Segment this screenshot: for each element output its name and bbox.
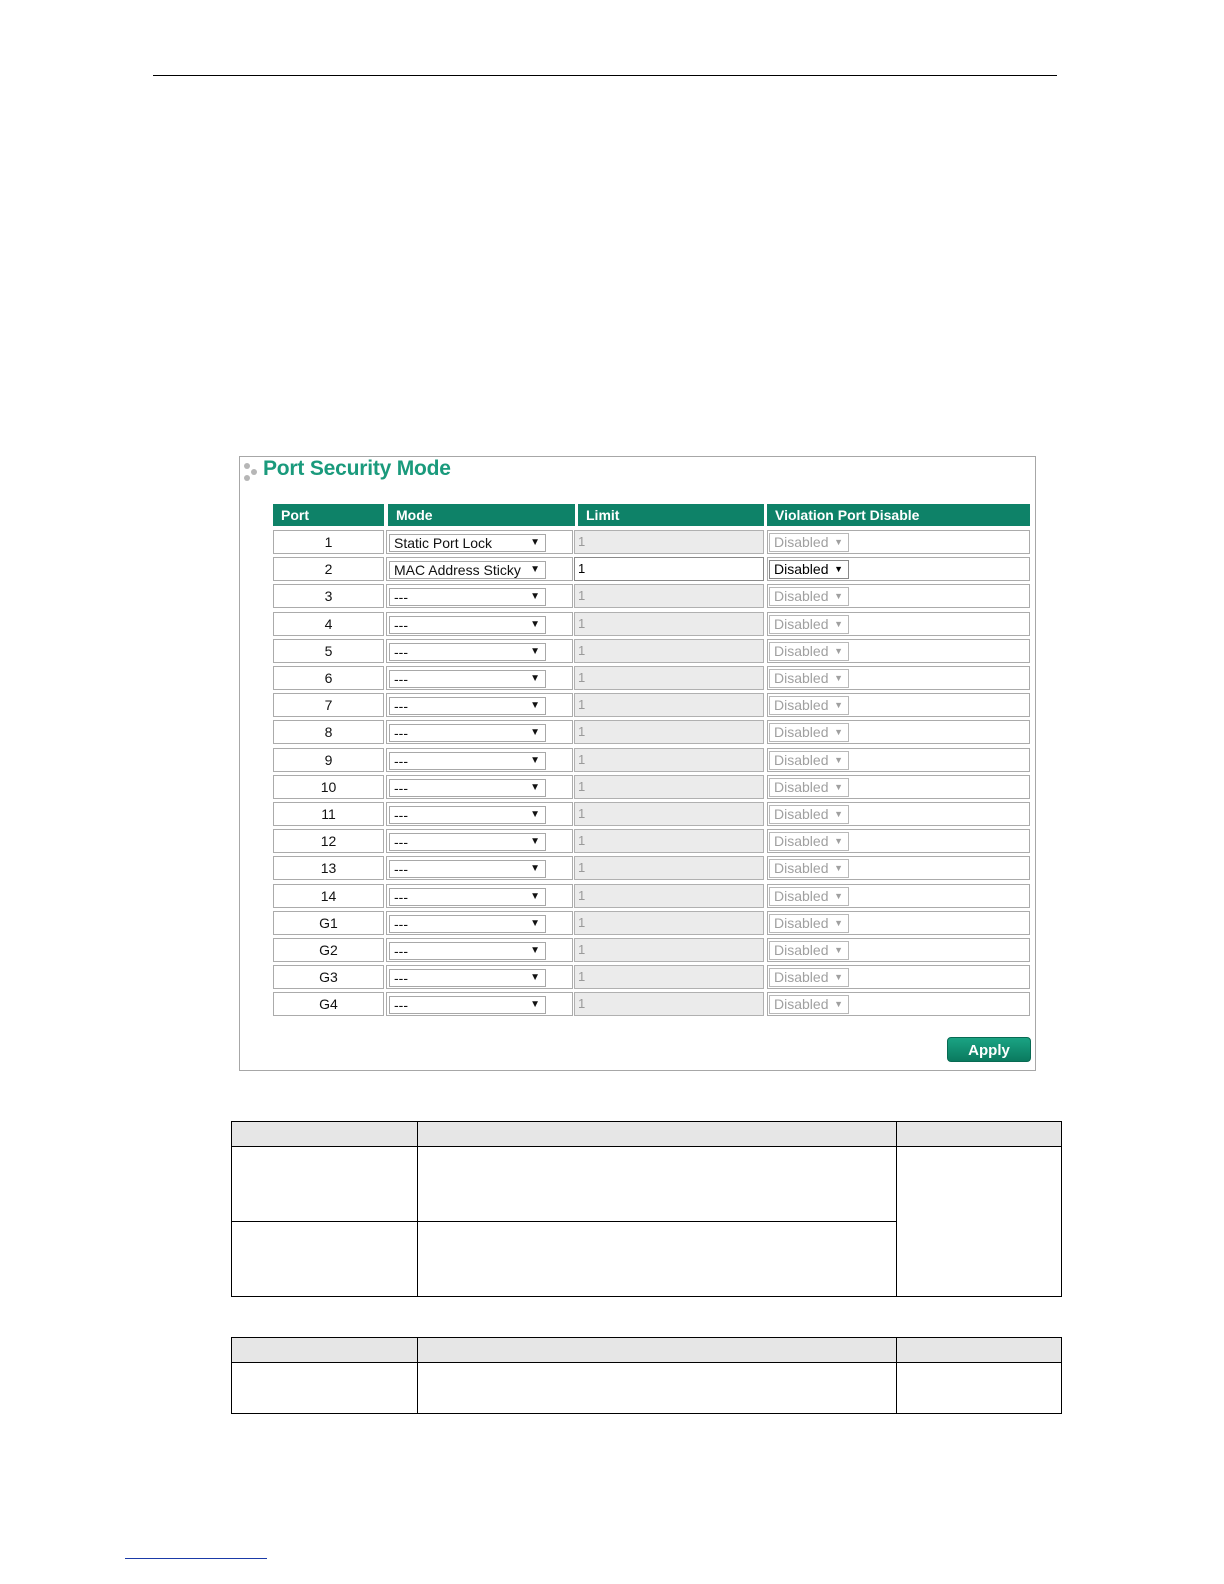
limit-input[interactable]: 1 (574, 911, 764, 935)
limit-cell (576, 693, 764, 717)
violation-select[interactable] (769, 751, 849, 770)
violation-value: Disabled (774, 615, 829, 632)
mode-select[interactable] (389, 969, 546, 987)
violation-value: Disabled (774, 942, 829, 958)
header-rule (153, 75, 1057, 76)
violation-value: Disabled (774, 996, 829, 1013)
port-cell: 12 (273, 829, 384, 853)
violation-value: Disabled (774, 670, 829, 686)
violation-select[interactable] (769, 832, 849, 851)
mode-select[interactable] (389, 806, 546, 824)
port-cell: G4 (273, 992, 384, 1016)
violation-cell (767, 965, 1030, 989)
chevron-down-icon: ▼ (834, 781, 843, 792)
mode-cell (386, 802, 573, 826)
column-header-mode: Mode (388, 504, 575, 526)
violation-select[interactable] (769, 533, 849, 552)
limit-input[interactable]: 1 (574, 557, 764, 581)
limit-input[interactable]: 1 (574, 856, 764, 880)
mode-value: --- (394, 834, 408, 851)
chevron-down-icon: ▼ (530, 727, 540, 739)
chevron-down-icon: ▼ (530, 836, 540, 848)
chevron-down-icon: ▼ (834, 917, 843, 928)
column-header-port: Port (273, 504, 384, 526)
violation-cell (767, 530, 1030, 554)
violation-value: Disabled (774, 914, 829, 931)
violation-cell (767, 666, 1030, 690)
violation-select[interactable] (769, 723, 849, 742)
limit-cell (576, 720, 764, 744)
chevron-down-icon: ▼ (834, 673, 843, 683)
column-header-violation: Violation Port Disable (767, 504, 1030, 526)
violation-cell (767, 829, 1030, 853)
chevron-down-icon: ▼ (834, 945, 843, 955)
chevron-down-icon: ▼ (530, 917, 540, 929)
chevron-down-icon: ▼ (834, 754, 843, 765)
port-security-panel (239, 456, 1036, 1071)
violation-value: Disabled (774, 697, 829, 714)
port-cell: 10 (273, 775, 384, 799)
violation-cell (767, 639, 1030, 663)
mode-cell (386, 720, 573, 744)
limit-cell (576, 557, 764, 581)
violation-select[interactable] (769, 587, 849, 606)
port-cell: 1 (273, 530, 384, 554)
mode-cell (386, 884, 573, 908)
port-cell: G2 (273, 938, 384, 962)
mode-value: --- (394, 643, 408, 660)
violation-cell (767, 584, 1030, 608)
chevron-down-icon: ▼ (530, 564, 540, 576)
port-cell: G1 (273, 911, 384, 935)
mode-cell (386, 612, 573, 636)
violation-select[interactable] (769, 642, 849, 661)
mode-cell (386, 530, 573, 554)
port-cell: 14 (273, 884, 384, 908)
violation-cell (767, 856, 1030, 880)
violation-cell (767, 884, 1030, 908)
chevron-down-icon: ▼ (834, 972, 843, 983)
violation-value: Disabled (774, 833, 829, 850)
chevron-down-icon: ▼ (834, 645, 843, 656)
chevron-down-icon: ▼ (834, 618, 843, 629)
violation-value: Disabled (774, 724, 829, 741)
limit-input[interactable]: 1 (574, 720, 764, 744)
port-cell: 9 (273, 748, 384, 772)
settings-table-2 (231, 1337, 1062, 1414)
violation-value: Disabled (774, 860, 829, 877)
port-cell: 11 (273, 802, 384, 826)
limit-input[interactable]: 1 (574, 748, 764, 772)
limit-input[interactable]: 1 (574, 775, 764, 799)
violation-cell (767, 720, 1030, 744)
violation-value: Disabled (774, 806, 829, 822)
mode-select[interactable] (389, 670, 546, 688)
limit-cell (576, 639, 764, 663)
chevron-down-icon: ▼ (834, 537, 843, 547)
chevron-down-icon: ▼ (530, 700, 540, 712)
chevron-down-icon: ▼ (530, 754, 540, 766)
mode-cell (386, 666, 573, 690)
violation-select[interactable] (769, 968, 849, 987)
violation-cell (767, 693, 1030, 717)
mode-select[interactable] (389, 616, 546, 634)
limit-cell (576, 884, 764, 908)
violation-select[interactable] (769, 560, 849, 579)
mode-select[interactable] (389, 996, 546, 1014)
violation-cell (767, 911, 1030, 935)
limit-cell (576, 856, 764, 880)
mode-value: --- (394, 589, 408, 606)
column-header-limit: Limit (578, 504, 764, 526)
violation-select[interactable] (769, 778, 849, 797)
chevron-down-icon: ▼ (834, 890, 843, 901)
mode-cell (386, 992, 573, 1016)
chevron-down-icon: ▼ (530, 945, 540, 956)
limit-cell (576, 965, 764, 989)
mode-value: --- (394, 779, 408, 796)
chevron-down-icon: ▼ (834, 863, 843, 874)
limit-input[interactable]: 1 (574, 584, 764, 608)
chevron-down-icon: ▼ (530, 673, 540, 684)
limit-input[interactable]: 1 (574, 965, 764, 989)
violation-cell (767, 938, 1030, 962)
mode-select[interactable] (389, 752, 546, 770)
violation-value: Disabled (774, 588, 829, 605)
mode-value: --- (394, 861, 408, 878)
violation-select[interactable] (769, 696, 849, 715)
port-cell: 8 (273, 720, 384, 744)
violation-cell (767, 802, 1030, 826)
limit-cell (576, 612, 764, 636)
limit-input[interactable]: 1 (574, 530, 764, 554)
port-cell: 7 (273, 693, 384, 717)
port-cell: 3 (273, 584, 384, 608)
limit-input[interactable]: 1 (574, 829, 764, 853)
mode-value: --- (394, 725, 408, 742)
port-cell: 13 (273, 856, 384, 880)
footer-link-rule (125, 1558, 267, 1559)
settings-table-1 (231, 1121, 1062, 1297)
mode-select[interactable] (389, 833, 546, 851)
mode-select[interactable] (389, 888, 546, 906)
mode-select[interactable] (389, 860, 546, 878)
chevron-down-icon: ▼ (530, 890, 540, 902)
limit-cell (576, 802, 764, 826)
chevron-down-icon: ▼ (834, 836, 843, 847)
mode-cell (386, 775, 573, 799)
chevron-down-icon: ▼ (834, 999, 843, 1010)
chevron-down-icon: ▼ (834, 564, 843, 575)
limit-cell (576, 938, 764, 962)
port-cell: 5 (273, 639, 384, 663)
mode-cell (386, 829, 573, 853)
chevron-down-icon: ▼ (530, 537, 540, 548)
chevron-down-icon: ▼ (530, 618, 540, 630)
limit-input[interactable]: 1 (574, 992, 764, 1016)
limit-input[interactable]: 1 (574, 884, 764, 908)
limit-cell (576, 666, 764, 690)
mode-select[interactable] (389, 588, 546, 606)
violation-select[interactable] (769, 805, 849, 824)
mode-select[interactable] (389, 697, 546, 715)
violation-value: Disabled (774, 751, 829, 768)
violation-select[interactable] (769, 887, 849, 906)
violation-cell (767, 775, 1030, 799)
mode-cell (386, 639, 573, 663)
bullet-dots-icon (242, 462, 262, 482)
mode-cell (386, 938, 573, 962)
mode-cell (386, 693, 573, 717)
limit-cell (576, 829, 764, 853)
limit-cell (576, 911, 764, 935)
mode-value: --- (394, 752, 408, 769)
limit-input[interactable]: 1 (574, 938, 764, 962)
mode-value: --- (394, 616, 408, 633)
chevron-down-icon: ▼ (834, 727, 843, 738)
limit-cell (576, 584, 764, 608)
violation-select[interactable] (769, 995, 849, 1014)
mode-select[interactable] (389, 534, 546, 552)
violation-value: Disabled (774, 561, 829, 578)
chevron-down-icon: ▼ (834, 591, 843, 602)
mode-select[interactable] (389, 724, 546, 742)
port-cell: G3 (273, 965, 384, 989)
limit-cell (576, 748, 764, 772)
limit-input[interactable]: 1 (574, 612, 764, 636)
chevron-down-icon: ▼ (530, 972, 540, 984)
limit-input[interactable]: 1 (574, 693, 764, 717)
violation-value: Disabled (774, 534, 829, 550)
mode-value: --- (394, 997, 408, 1014)
violation-value: Disabled (774, 969, 829, 986)
mode-value: --- (394, 807, 408, 823)
mode-value: --- (394, 915, 408, 932)
mode-value: --- (394, 970, 408, 987)
violation-value: Disabled (774, 778, 829, 795)
violation-cell (767, 557, 1030, 581)
violation-cell (767, 992, 1030, 1016)
chevron-down-icon: ▼ (530, 645, 540, 657)
limit-cell (576, 775, 764, 799)
mode-select[interactable] (389, 915, 546, 933)
violation-select[interactable] (769, 669, 849, 688)
mode-value: --- (394, 943, 408, 959)
chevron-down-icon: ▼ (530, 591, 540, 603)
apply-button[interactable]: Apply (947, 1037, 1031, 1062)
mode-select[interactable] (389, 643, 546, 661)
port-cell: 2 (273, 557, 384, 581)
mode-cell (386, 965, 573, 989)
mode-cell (386, 911, 573, 935)
limit-input[interactable]: 1 (574, 639, 764, 663)
mode-cell (386, 584, 573, 608)
mode-value: --- (394, 888, 408, 905)
limit-cell (576, 530, 764, 554)
port-cell: 6 (273, 666, 384, 690)
chevron-down-icon: ▼ (530, 999, 540, 1011)
mode-cell (386, 748, 573, 772)
mode-select[interactable] (389, 779, 546, 797)
violation-select[interactable] (769, 615, 849, 634)
violation-cell (767, 748, 1030, 772)
chevron-down-icon: ▼ (530, 809, 540, 820)
mode-value: MAC Address Sticky (394, 562, 521, 579)
violation-select[interactable] (769, 941, 849, 960)
violation-value: Disabled (774, 887, 829, 904)
mode-cell (386, 856, 573, 880)
panel-title: Port Security Mode (263, 457, 451, 480)
chevron-down-icon: ▼ (834, 809, 843, 819)
limit-input[interactable]: 1 (574, 666, 764, 690)
violation-value: Disabled (774, 642, 829, 659)
chevron-down-icon: ▼ (834, 700, 843, 711)
mode-select[interactable] (389, 561, 546, 579)
violation-select[interactable] (769, 859, 849, 878)
violation-select[interactable] (769, 914, 849, 933)
violation-cell (767, 612, 1030, 636)
mode-value: --- (394, 698, 408, 715)
mode-value: Static Port Lock (394, 535, 493, 551)
mode-cell (386, 557, 573, 581)
chevron-down-icon: ▼ (530, 781, 540, 793)
mode-value: --- (394, 671, 408, 687)
chevron-down-icon: ▼ (530, 863, 540, 875)
limit-input[interactable]: 1 (574, 802, 764, 826)
mode-select[interactable] (389, 942, 546, 960)
limit-cell (576, 992, 764, 1016)
port-cell: 4 (273, 612, 384, 636)
